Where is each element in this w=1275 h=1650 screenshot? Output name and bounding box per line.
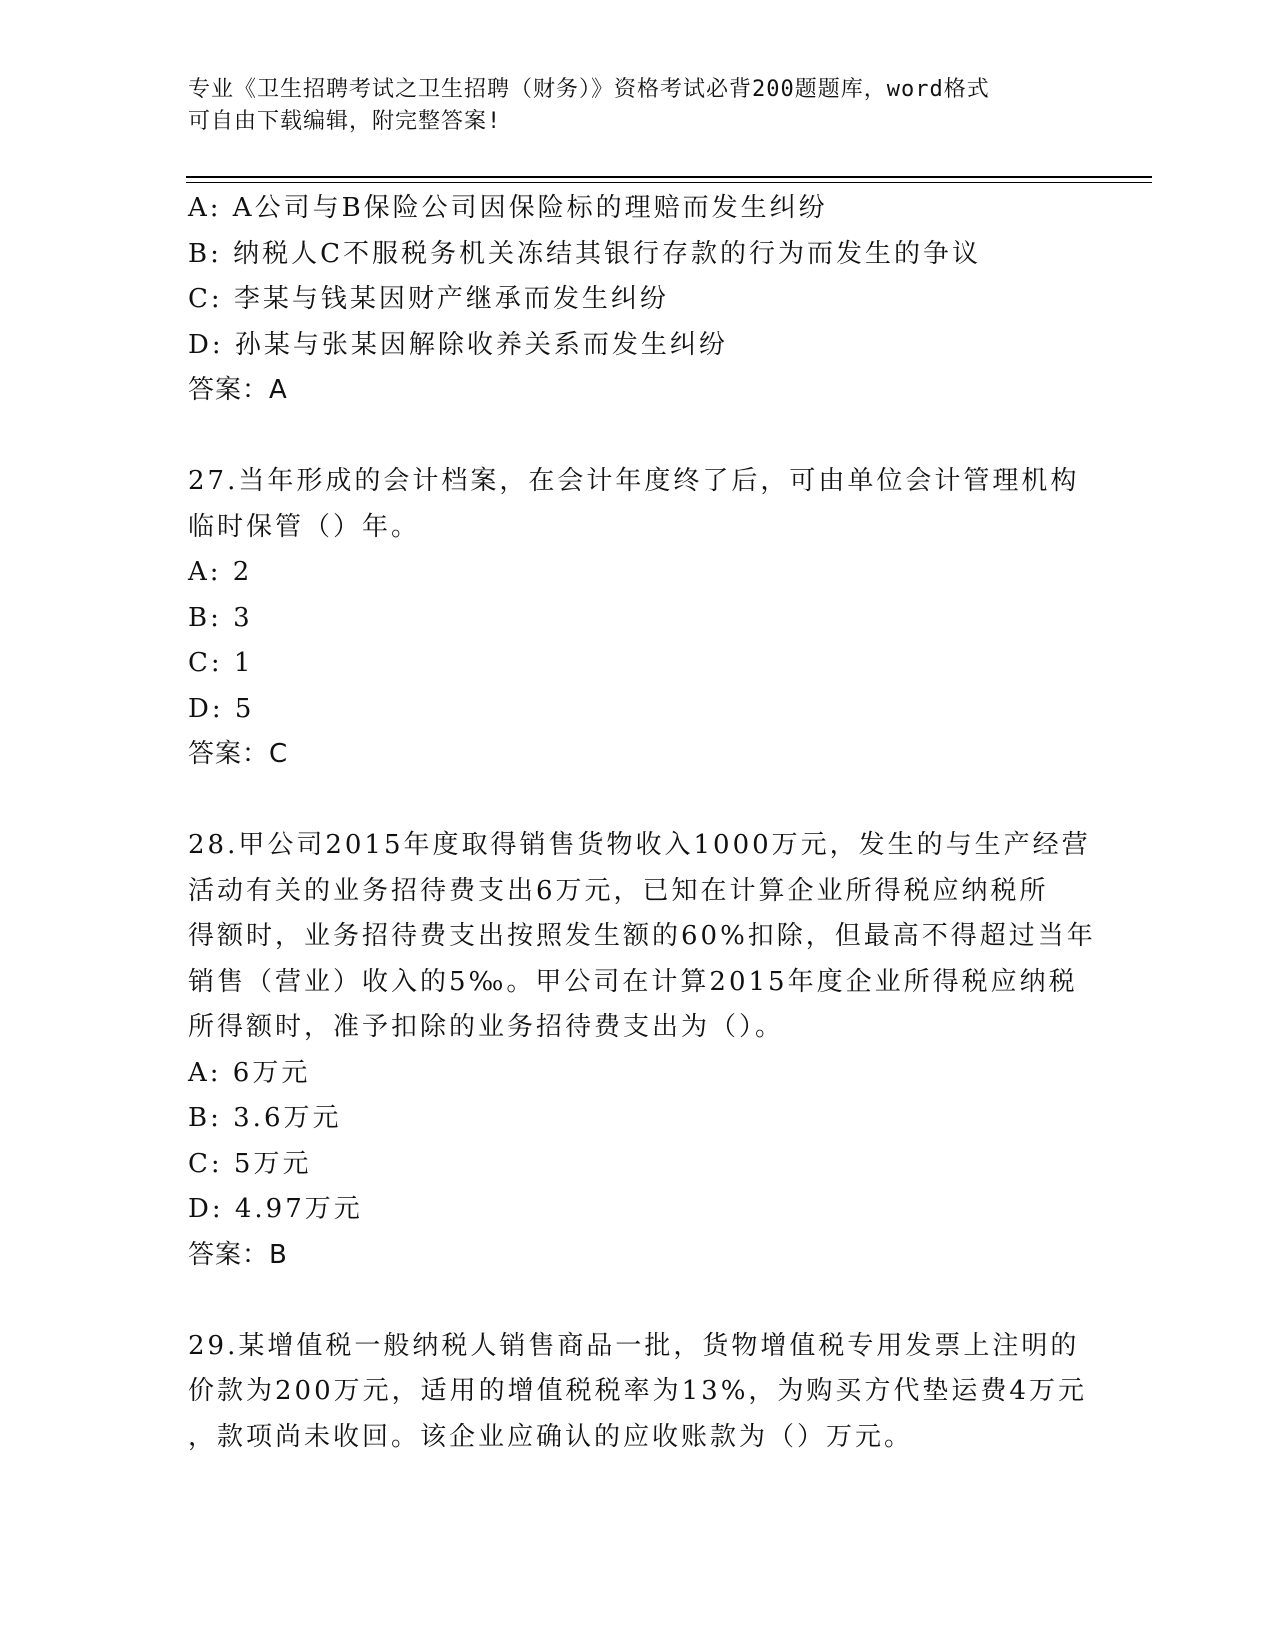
header-divider-thick: [186, 176, 1152, 178]
answer-label: 答案：C: [188, 739, 289, 769]
spacer: [188, 778, 1088, 824]
question-stem-line: ，款项尚未收回。该企业应确认的应收账款为（）万元。: [188, 1421, 914, 1452]
option-a: A: 2: [188, 557, 253, 587]
spacer: [188, 414, 1088, 460]
option-b: B: 纳税人C不服税务机关冻结其银行存款的行为而发生的争议: [188, 238, 982, 269]
option-a: A: 6万元: [188, 1057, 311, 1088]
answer-label: 答案：A: [188, 375, 288, 405]
answer-label: 答案：B: [188, 1239, 288, 1270]
option-d: D: 孙某与张某因解除收养关系而发生纠纷: [188, 329, 728, 360]
question-stem-line: 27.当年形成的会计档案，在会计年度终了后，可由单位会计管理机构: [188, 466, 1080, 496]
option-c: C: 李某与钱某因财产继承而发生纠纷: [188, 284, 669, 314]
question-content: [188, 186, 1096, 1460]
question-stem-line: 得额时，业务招待费支出按照发生额的60%扣除，但最高不得超过当年: [188, 921, 1096, 951]
option-b: B: 3: [188, 602, 253, 633]
option-b: B: 3.6万元: [188, 1103, 342, 1133]
option-d: D: 4.97万元: [188, 1194, 363, 1224]
question-stem-line: 销售（营业）收入的5‰。甲公司在计算2015年度企业所得税应纳税: [188, 966, 1078, 997]
option-c: C: 1: [188, 648, 254, 678]
question-stem-line: 29.某增值税一般纳税人销售商品一批，货物增值税专用发票上注明的: [188, 1330, 1080, 1361]
header-divider-thin: [186, 182, 1152, 183]
question-27-block: [188, 459, 1088, 778]
document-header: [188, 74, 1068, 138]
question-29-block: [188, 1324, 1088, 1461]
header-title-line: 专业《卫生招聘考试之卫生招聘（财务）》资格考试必背200题题库，word格式: [188, 77, 990, 102]
option-d: D: 5: [188, 693, 255, 724]
option-a: A: A公司与B保险公司因保险标的理赔而发生纠纷: [188, 193, 828, 223]
question-stem-line: 28.甲公司2015年度取得销售货物收入1000万元，发生的与生产经营: [188, 830, 1091, 860]
question-stem-line: 所得额时，准予扣除的业务招待费支出为（）。: [188, 1012, 785, 1042]
question-stem-line: 活动有关的业务招待费支出6万元，已知在计算企业所得税应纳税所: [188, 875, 1049, 906]
question-28-block: [188, 823, 1096, 1278]
question-stem-line: 临时保管（）年。: [188, 511, 421, 542]
option-c: C: 5万元: [188, 1148, 312, 1179]
header-subtitle-line: 可自由下载编辑，附完整答案!: [188, 109, 502, 134]
question-26-block: [188, 186, 1088, 414]
spacer: [188, 1278, 1088, 1324]
question-stem-line: 价款为200万元，适用的增值税税率为13%，为购买方代垫运费4万元: [188, 1376, 1087, 1406]
